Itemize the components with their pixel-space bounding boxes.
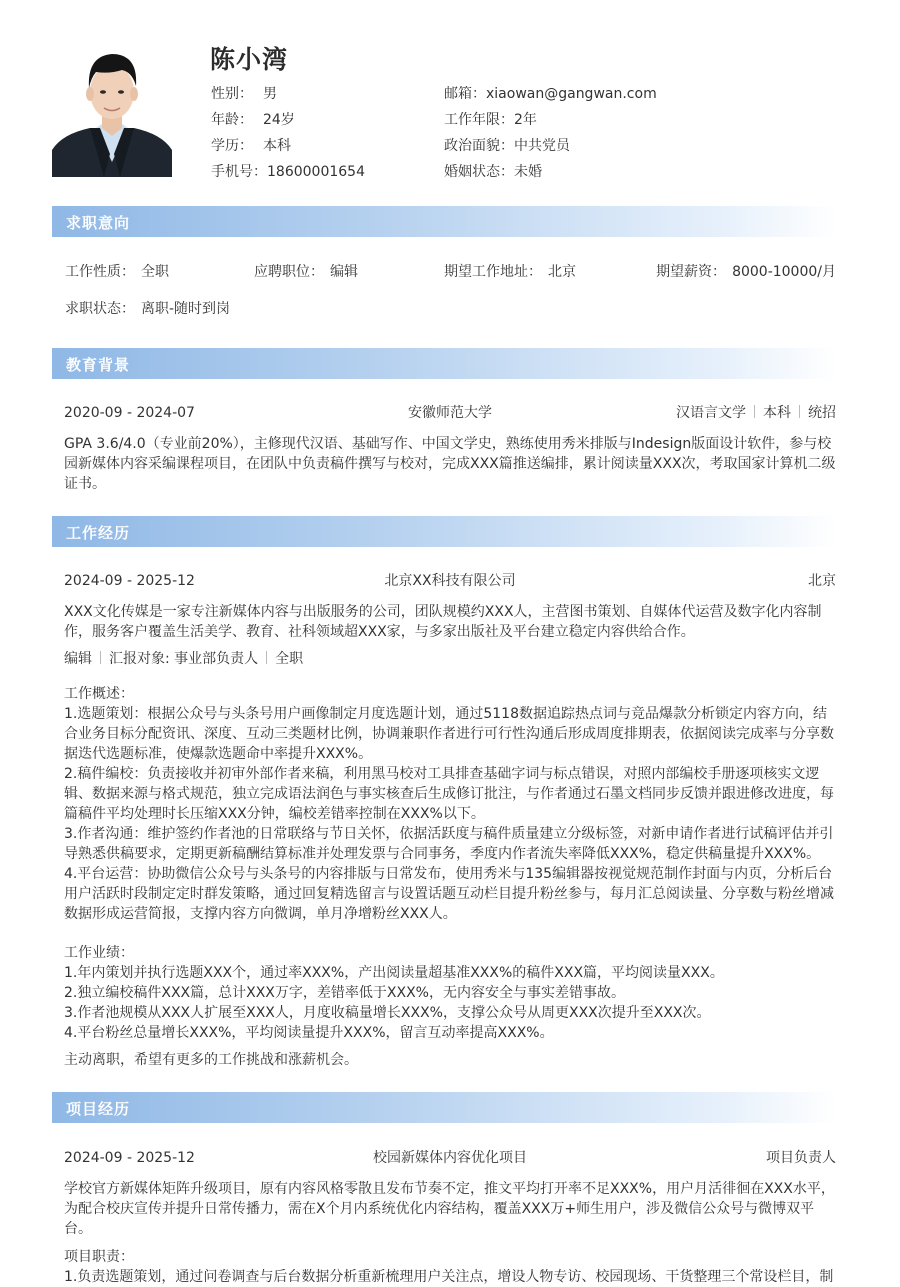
marital-label: 婚姻状态：: [444, 164, 514, 180]
gender-field: [211, 85, 277, 103]
project-name: 校园新媒体内容优化项目: [373, 1150, 527, 1166]
portrait-image: [52, 42, 172, 177]
education-degree: 本科: [763, 405, 791, 421]
gender-value: 男: [263, 86, 277, 102]
section-header-work: [52, 516, 837, 547]
education-level-field: [211, 137, 291, 155]
project-role: 项目负责人: [766, 1150, 836, 1166]
work-years-label: 工作年限：: [444, 112, 514, 128]
intent-position: [254, 263, 358, 281]
education-period: 2020-09 - 2024-07: [64, 405, 195, 421]
section-header-project: [52, 1092, 837, 1123]
leave-reason: 主动离职，希望有更多的工作挑战和涨薪机会。: [64, 1052, 358, 1068]
intent-location-label: 期望工作地址：: [444, 264, 542, 280]
intent-type-label: 工作性质：: [65, 264, 135, 280]
project-period: 2024-09 - 2025-12: [64, 1150, 195, 1166]
project-duty-first: 1.负责选题策划，通过问卷调查与后台数据分析重新梳理用户关注点，增设人物专访、校园现场、干货整理三个常设栏目，制: [64, 1269, 834, 1285]
email-value[interactable]: xiaowan@gangwan.com: [486, 86, 657, 102]
politics-value: 中共党员: [514, 138, 570, 154]
divider: [100, 651, 101, 664]
section-title: 教育背景: [66, 356, 131, 374]
work-results: 工作业绩： 1.年内策划并执行选题XXX个，通过率XXX%，产出阅读量超基准XXX%的稿件XXX篇，平均阅读量XXX。 2.独立编校稿件XXX篇，总计XXX万字，差错率低于XXX%，无内容安全与事实差错事故。 3.作者池规模从XXX人扩展至XXX人，月度收稿量增长XXX%，支撑公众号从周更XXX次提升至XXX次。 4.平台粉丝总量增长XXX%，平均阅读量提升XXX%，留言互动率提高XXX%。: [64, 945, 724, 1041]
work-company: 北京XX科技有限公司: [384, 573, 516, 589]
intent-salary-label: 期望薪资：: [656, 264, 727, 280]
marital-field: [444, 163, 542, 181]
age-field: [211, 111, 295, 129]
marital-value: 未婚: [514, 164, 542, 180]
intent-status-label: 求职状态：: [65, 301, 135, 317]
education-level-label: 学历：: [211, 138, 253, 154]
intent-position-label: 应聘职位：: [254, 264, 324, 280]
age-value: 24岁: [263, 112, 295, 128]
section-title: 求职意向: [66, 214, 131, 232]
work-meta: [64, 650, 303, 668]
intent-salary-value: 8000-10000/月: [732, 264, 836, 280]
intent-location-value: 北京: [548, 264, 576, 280]
project-description: 学校官方新媒体矩阵升级项目，原有内容风格零散且发布节奏不定，推文平均打开率不足XXX%，用户月活徘徊在XXX水平，为配合校庆宣传并提升日常传播力，需在X个月内系统优化内容结构，覆盖XXX万+师生用户，涉及微信公众号与微博双平台。: [64, 1181, 835, 1237]
work-city: 北京: [808, 573, 836, 589]
divider: [754, 405, 755, 418]
education-school: 安徽师范大学: [408, 405, 492, 421]
section-title: 项目经历: [66, 1100, 131, 1118]
education-description: GPA 3.6/4.0（专业前20%），主修现代汉语、基础写作、中国文学史，熟练使用秀米排版与Indesign版面设计软件，参与校园新媒体内容采编课程项目，在团队中负责稿件撰写与校对，完成XXX篇推送编排，累计阅读量XXX次，考取国家计算机二级证书。: [64, 436, 836, 492]
work-years-value: 2年: [514, 112, 537, 128]
work-overview: 工作概述： 1.选题策划：根据公众号与头条号用户画像制定月度选题计划，通过5118数据追踪热点词与竞品爆款分析锁定内容方向，结合业务目标分配资讯、深度、互动三类题材比例，协调兼职作者进行可行性沟通后形成周度排期表，依据阅读完成率与分享数据迭代选题标准，使爆款选题命中率提升XXX%。 2.稿件编校：负责接收并初审外部作者来稿，利用黑马校对工具排查基础字词与标点错误，对照内部编校手册逐项核实文逻辑、数据来源与格式规范，独立完成语法润色与事实核查后生成修订批注，与作者通过石墨文档同步反馈并跟进修改进度，每篇稿件平均处理时长压缩XXX分钟，编校差错率控制在XXX%以下。 3.作者沟通：维护签约作者池的日常联络与节日关怀，依据活跃度与稿件质量建立分级标签，对新申请作者进行试稿评估并引导熟悉供稿要求，定期更新稿酬结算标准并处理发票与合同事务，季度内作者流失率降低XXX%，稳定供稿量提升XXX%。 4.平台运营：协助微信公众号与头条号的内容排版与日常发布，使用秀米与135编辑器按视觉规范制作封面与内页，分析后台用户活跃时段制定定时群发策略，通过回复精选留言与设置话题互动栏目提升粉丝参与，每月汇总阅读量、分享数与粉丝增减数据形成运营简报，支撑内容方向微调，单月净增粉丝XXX人。: [64, 686, 834, 922]
email-field: [444, 85, 657, 103]
education-major: 汉语言文学: [676, 405, 746, 421]
avatar: [52, 42, 172, 177]
email-label: 邮箱：: [444, 86, 486, 102]
gender-label: 性别：: [211, 86, 253, 102]
intent-type: [65, 263, 169, 281]
intent-status-value: 离职-随时到岗: [141, 301, 231, 317]
education-level-value: 本科: [263, 138, 291, 154]
work-years-field: [444, 111, 537, 129]
politics-field: [444, 137, 570, 155]
divider: [266, 651, 267, 664]
project-duty-label: 项目职责：: [64, 1249, 134, 1265]
education-meta: [676, 404, 836, 422]
intent-position-value: 编辑: [330, 264, 358, 280]
intent-type-value: 全职: [141, 264, 169, 280]
section-header-education: [52, 348, 837, 379]
work-report: 汇报对象: 事业部负责人: [109, 651, 259, 667]
work-job-type: 全职: [275, 651, 304, 667]
intent-status: [65, 300, 230, 318]
intent-location: [444, 263, 576, 281]
politics-label: 政治面貌：: [444, 138, 514, 154]
section-header-intent: [52, 206, 837, 237]
intent-salary: [656, 263, 836, 281]
work-period: 2024-09 - 2025-12: [64, 573, 195, 589]
section-title: 工作经历: [66, 524, 131, 542]
phone-field: [211, 163, 365, 181]
phone-label: 手机号：: [211, 164, 267, 180]
age-label: 年龄：: [211, 112, 253, 128]
education-mode: 统招: [808, 405, 836, 421]
candidate-name: 陈小湾: [210, 45, 289, 74]
work-role: 编辑: [64, 651, 92, 667]
phone-value: 18600001654: [267, 164, 365, 180]
company-description: XXX文化传媒是一家专注新媒体内容与出版服务的公司，团队规模约XXX人，主营图书策划、自媒体代运营及数字化内容制作，服务客户覆盖生活美学、教育、社科领域超XXX家，与多家出版社及平台建立稳定内容供给合作。: [64, 604, 822, 640]
divider: [799, 405, 800, 418]
